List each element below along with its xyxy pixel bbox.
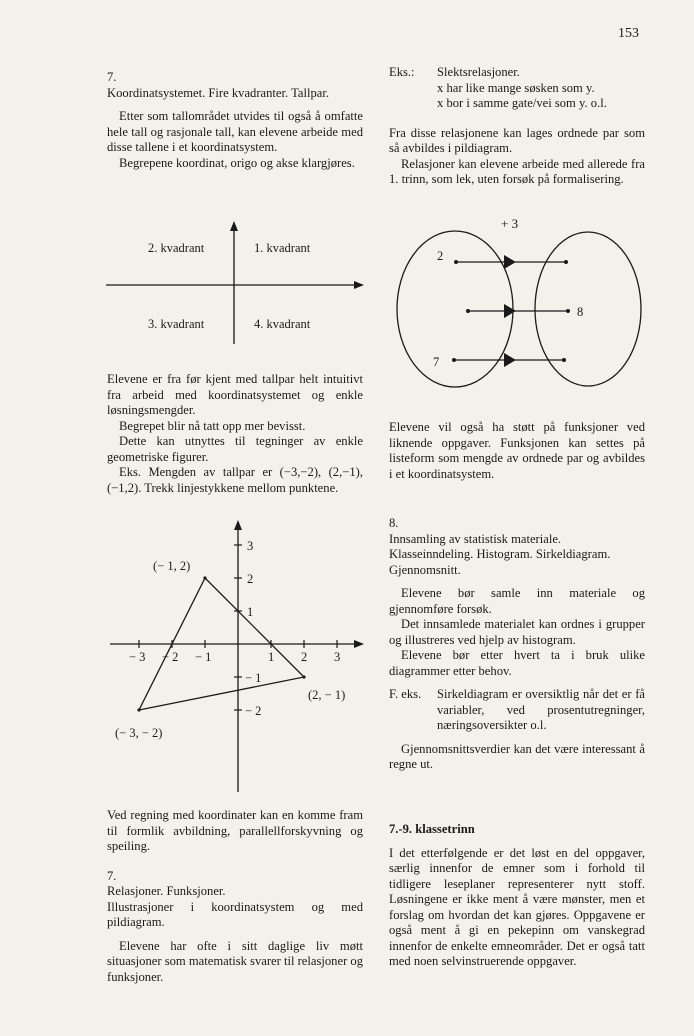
section-title: Koordinatsystemet. Fire kvadranter. Tallpar. [107, 85, 330, 100]
codomain-value: 8 [577, 305, 584, 319]
paragraph: Elevene er fra før kjent med tallpar helt intuitivt fra arbeid med koordinatsystemet og enkle løsningsmengder. [107, 372, 363, 417]
example-text: Sirkeldiagram er oversiktlig når det er få variabler, ved prosentutregninger, næringsoversikter o.l. [437, 687, 645, 732]
section-subtitle: Gjennomsnitt. [389, 562, 461, 577]
paragraph: Fra disse relasjonene kan lages ordnede par som så avbildes i pildiagram. [389, 125, 645, 155]
right-column-section8 [389, 516, 645, 773]
example-label: Eks.: [389, 65, 415, 79]
point-label: (− 3, − 2) [115, 726, 163, 740]
data-point [203, 576, 206, 579]
arrow [452, 353, 566, 367]
coordinate-graph [102, 516, 372, 798]
paragraph: I det etterfølgende er det løst en del oppgaver, særlig innenfor de emner som i forhold til tidligere leseplaner representerer nytt stoff. Løsningene er ikke ment å være mønster, men et forslag om hvordan det kan gjøres. Oppgavene er også ment å gi en pekepinn om vanskegrad innenfor de enkelte emneområder. Det er også tatt med noen selvinstruerende oppgaver. [389, 845, 645, 968]
section-title: Relasjoner. Funksjoner. [107, 884, 226, 898]
paragraph: Eks. Mengden av tallpar er (−3,−2), (2,−1), (−1,2). Trekk linjestykkene mellom punktene. [107, 465, 363, 495]
example-block [389, 65, 645, 112]
paragraph: Elevene bør samle inn materiale og gjennomføre forsøk. [389, 586, 645, 616]
x-tick-label: − 1 [195, 650, 212, 664]
arrow-diagram [388, 210, 650, 396]
domain-set [397, 231, 513, 387]
paragraph: Begrepet blir nå tatt opp mer bevisst. [119, 418, 306, 433]
left-column-mid [107, 372, 363, 496]
domain-value: 7 [433, 355, 440, 369]
paragraph: Dette kan utnyttes til tegninger av enkle geometriske figurer. [107, 434, 363, 464]
section-number: 7. [107, 70, 117, 84]
paragraph: Ved regning med koordinater kan en komme fram til formlik avbildning, parallellforskyvning og speiling. [107, 808, 363, 853]
quadrant-diagram [100, 218, 370, 350]
example-line: x har like mange søsken som y. [437, 80, 595, 95]
point-label: (2, − 1) [308, 688, 346, 702]
example-line: Slektsrelasjoner. [437, 65, 520, 79]
page-number: 153 [618, 26, 639, 41]
y-tick-label: − 2 [245, 704, 262, 718]
right-column-top [389, 65, 645, 188]
data-point [302, 675, 305, 678]
arrow [466, 304, 570, 318]
paragraph: Relasjoner kan elevene arbeide med allerede fra 1. trinn, som lek, uten forsøk på formalisering. [389, 156, 645, 186]
paragraph: Etter som tallområdet utvides til også å omfatte hele tall og rasjonale tall, kan elevene arbeide med disse tallene i et koordinatsystem. [107, 109, 363, 154]
example-label: F. eks. [389, 687, 422, 701]
operation-label: + 3 [501, 216, 519, 231]
section-subtitle: Klasseinndeling. Histogram. Sirkeldiagram. [389, 547, 611, 561]
section-number: 7. [107, 868, 117, 883]
left-column [107, 70, 363, 171]
y-tick-label: 1 [247, 605, 254, 619]
paragraph: Begrepene koordinat, origo og akse klargjøres. [119, 155, 355, 170]
y-tick-label: 2 [247, 572, 254, 586]
paragraph: Det innsamlede materialet kan ordnes i grupper og illustreres ved hjelp av histogram. [389, 617, 645, 647]
paragraph: Elevene vil også ha støtt på funksjoner ved liknende oppgaver. Funksjonen kan settes på listeform som mengde av ordnede par og avbildes i et koordinatsystem. [389, 420, 645, 481]
section-number: 8. [389, 516, 399, 530]
section-title: Innsamling av statistisk materiale. [389, 531, 562, 546]
x-tick-label: − 3 [129, 650, 146, 664]
x-tick-label: 2 [301, 650, 308, 664]
paragraph: Elevene har ofte i sitt daglige liv møtt situasjoner som matematisk svarer til relasjoner og funksjoner. [107, 938, 364, 984]
section-subtitle: Illustrasjoner i koordinatsystem og med pildiagram. [107, 899, 363, 929]
y-tick-label: 3 [247, 539, 254, 553]
quadrant-1-label: 1. kvadrant [254, 241, 311, 255]
paragraph: Gjennomsnittsverdier kan det være interessant å regne ut. [389, 741, 645, 771]
x-tick-label: 3 [334, 650, 341, 664]
example-line: x bor i samme gate/vei som y. o.l. [437, 96, 607, 110]
x-axis-arrow [354, 640, 364, 648]
codomain-set [535, 232, 641, 386]
right-column-mid [389, 420, 645, 482]
right-column-bottom [389, 822, 645, 970]
data-point [137, 708, 140, 711]
quadrant-3-label: 3. kvadrant [148, 317, 205, 331]
y-tick-label: − 1 [245, 671, 262, 685]
quadrant-4-label: 4. kvadrant [254, 317, 311, 331]
arrow [454, 255, 568, 269]
domain-value: 2 [437, 249, 444, 263]
x-tick-label: 1 [268, 650, 275, 664]
example-block [389, 687, 645, 734]
quadrant-2-label: 2. kvadrant [148, 241, 205, 255]
section-heading: 7.-9. klassetrinn [389, 822, 475, 836]
y-axis-arrow [234, 520, 242, 530]
x-tick-label: − 2 [162, 650, 179, 664]
point-label: (− 1, 2) [153, 559, 191, 573]
paragraph: Elevene bør etter hvert ta i bruk ulike diagrammer etter behov. [389, 648, 645, 678]
left-column-bottom [107, 808, 363, 985]
